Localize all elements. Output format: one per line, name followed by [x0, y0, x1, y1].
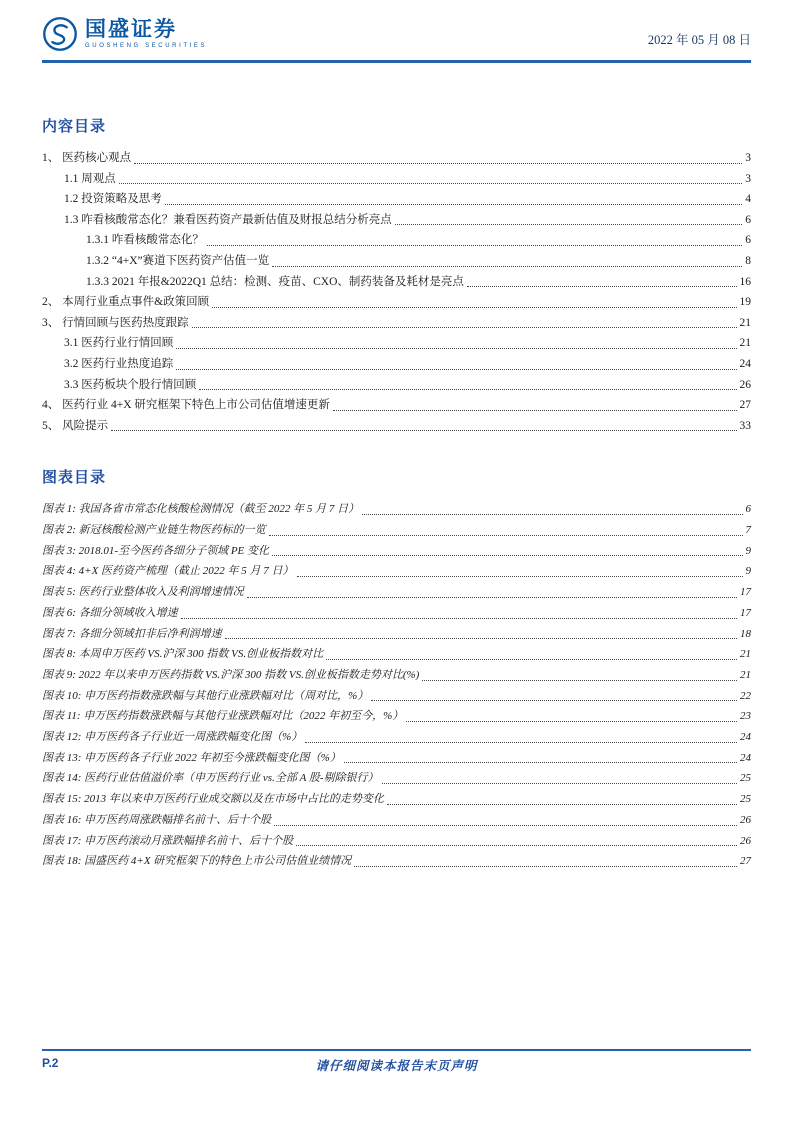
toc-entry-label: 4、 医药行业 4+X 研究框架下特色上市公司估值增速更新 [42, 399, 330, 412]
toc-entry[interactable] [86, 230, 751, 251]
figure-entry-page: 21 [740, 668, 751, 681]
toc-title: 内容目录 [42, 118, 107, 135]
figure-entry[interactable] [42, 810, 751, 831]
dot-leader [362, 514, 742, 515]
figure-entry-label: 图表 17: 申万医药滚动月涨跌幅排名前十、后十个股 [42, 834, 294, 847]
dot-leader [176, 369, 736, 370]
figure-entry-label: 图表 18: 国盛医药 4+X 研究框架下的特色上市公司估值业绩情况 [42, 855, 352, 868]
dot-leader [212, 307, 736, 308]
toc-list [42, 148, 751, 436]
toc-entry-label: 1、 医药核心观点 [42, 152, 132, 164]
brand [42, 16, 207, 52]
figure-entry-page: 7 [745, 524, 751, 537]
toc-entry-label: 5、 风险提示 [42, 419, 109, 432]
figure-entry-label: 图表 6: 各细分领域收入增速 [42, 606, 178, 619]
toc-entry-page: 19 [739, 296, 751, 309]
toc-entry[interactable] [42, 313, 751, 334]
figure-entry[interactable] [42, 561, 751, 582]
report-date: 2022 年 05 月 08 日 [647, 33, 751, 47]
dot-leader [165, 204, 743, 205]
figure-entry-page: 6 [745, 503, 751, 516]
report-body [0, 115, 793, 872]
toc-entry-page: 3 [745, 172, 751, 185]
dot-leader [247, 597, 737, 598]
toc-entry-label: 2、 本周行业重点事件&政策回顾 [42, 296, 210, 309]
toc-entry[interactable] [42, 292, 751, 313]
toc-entry-label: 1.3 咋看核酸常态化？兼看医药资产最新估值及财报总结分析亮点 [64, 213, 392, 226]
figure-entry-page: 21 [740, 648, 751, 661]
toc-entry-page: 3 [745, 152, 751, 164]
report-footer [42, 1049, 751, 1075]
toc-entry-label: 1.1 周观点 [64, 172, 116, 185]
figure-entry-label: 图表 5: 医药行业整体收入及利润增速情况 [42, 586, 244, 599]
figure-entry[interactable] [42, 582, 751, 603]
figure-entry-page: 9 [745, 565, 751, 578]
dot-leader [274, 825, 737, 826]
dot-leader [354, 866, 737, 867]
figure-entry[interactable] [42, 603, 751, 624]
brand-name: 国盛证券 [85, 17, 177, 41]
toc-entry-page: 8 [745, 254, 751, 267]
figure-entry-page: 26 [740, 813, 751, 826]
dot-leader [272, 266, 742, 267]
toc-entry-label: 3.3 医药板块个股行情回顾 [64, 378, 197, 391]
figure-entry-label: 图表 4: 4+X 医药资产梳理（截止 2022 年 5 月 7 日） [42, 565, 294, 578]
dot-leader [387, 804, 737, 805]
figure-entry-label: 图表 11: 申万医药指数涨跌幅与其他行业涨跌幅对比（2022 年初至今，%） [42, 710, 404, 723]
figure-entry-page: 25 [740, 793, 751, 806]
brand-subtitle: GUOSHENG SECURITIES [85, 42, 208, 49]
figure-entry[interactable] [42, 686, 751, 707]
dot-leader [297, 576, 743, 577]
dot-leader [134, 163, 742, 164]
dot-leader [199, 389, 736, 390]
figure-entry-label: 图表 12: 申万医药各子行业近一周涨跌幅变化图（%） [42, 731, 303, 744]
footer-row [42, 1056, 751, 1074]
toc-entry-label: 1.3.2 “4+X”赛道下医药资产估值一览 [86, 254, 270, 267]
toc-entry-page: 6 [745, 234, 751, 247]
figure-entry[interactable] [42, 706, 751, 727]
dot-leader [333, 410, 737, 411]
figure-entry-label: 图表 13: 申万医药各子行业 2022 年初至今涨跌幅变化图（%） [42, 751, 341, 764]
toc-entry[interactable] [42, 148, 751, 169]
figure-entry[interactable] [42, 541, 751, 562]
toc-entry-label: 1.2 投资策略及思考 [64, 193, 162, 206]
figure-entry-page: 22 [740, 689, 751, 702]
toc-entry[interactable] [64, 375, 751, 396]
figure-entry-label: 图表 1: 我国各省市常态化核酸检测情况（截至 2022 年 5 月 7 日） [42, 503, 360, 516]
figure-entry-label: 图表 2: 新冠核酸检测产业链生物医药标的一览 [42, 524, 266, 537]
toc-entry-label: 3.2 医药行业热度追踪 [64, 357, 174, 370]
toc-entry-page: 26 [739, 378, 751, 391]
figure-entry-label: 图表 14: 医药行业估值溢价率（申万医药行业 vs.全部 A 股-剔除银行） [42, 772, 379, 785]
toc-entry-page: 33 [739, 419, 751, 432]
figure-entry-page: 17 [740, 606, 751, 619]
figure-entry[interactable] [42, 768, 751, 789]
figure-entry-page: 25 [740, 772, 751, 785]
figures-title: 图表目录 [42, 469, 107, 487]
figure-entry-label: 图表 10: 申万医药指数涨跌幅与其他行业涨跌幅对比（周对比，%） [42, 689, 369, 702]
dot-leader [305, 742, 737, 743]
figure-entry[interactable] [42, 789, 751, 810]
toc-entry-page: 21 [739, 337, 751, 350]
figure-entry-label: 图表 8: 本周申万医药 VS.沪深 300 指数 VS.创业板指数对比 [42, 648, 324, 661]
figures-list [42, 499, 751, 872]
dot-leader [176, 348, 736, 349]
figure-entry[interactable] [42, 727, 751, 748]
toc-entry-page: 24 [739, 357, 751, 370]
figure-entry-page: 18 [740, 627, 751, 640]
toc-entry-page: 16 [739, 275, 751, 288]
figure-entry[interactable] [42, 520, 751, 541]
dot-leader [326, 659, 737, 660]
toc-entry[interactable] [42, 395, 751, 416]
toc-entry-label: 1.3.1 咋看核酸常态化？ [86, 234, 204, 247]
dot-leader [192, 327, 737, 328]
dot-leader [269, 535, 743, 536]
dot-leader [119, 183, 743, 184]
footer-divider [42, 1049, 751, 1052]
figure-entry-label: 图表 16: 申万医药周涨跌幅排名前十、后十个股 [42, 813, 272, 826]
figure-entry[interactable] [42, 665, 751, 686]
footer-disclaimer: 请仔细阅读本报告末页声明 [315, 1059, 478, 1073]
figure-entry[interactable] [42, 831, 751, 852]
figure-entry-page: 24 [740, 751, 751, 764]
brand-text [85, 19, 207, 49]
figure-entry[interactable] [42, 624, 751, 645]
figure-entry-page: 24 [740, 731, 751, 744]
toc-entry[interactable] [64, 210, 751, 231]
toc-entry[interactable] [42, 416, 751, 437]
toc-entry-label: 3.1 医药行业行情回顾 [64, 337, 174, 350]
toc-entry-page: 4 [745, 193, 751, 206]
figure-entry-label: 图表 9: 2022 年以来申万医药指数 VS.沪深 300 指数 VS.创业板指数走势对比(%) [42, 668, 420, 681]
toc-entry-page: 21 [739, 316, 751, 329]
toc-entry[interactable] [86, 251, 751, 272]
figure-entry[interactable] [42, 499, 751, 520]
figure-entry-page: 27 [740, 855, 751, 868]
brand-logo-icon [42, 16, 78, 52]
header-divider [42, 60, 751, 63]
dot-leader [395, 224, 743, 225]
dot-leader [207, 245, 742, 246]
toc-entry[interactable] [64, 189, 751, 210]
figure-entry-page: 9 [745, 544, 751, 557]
figure-entry-label: 图表 15: 2013 年以来申万医药行业成交额以及在市场中占比的走势变化 [42, 793, 384, 806]
figure-entry-page: 23 [740, 710, 751, 723]
figure-entry[interactable] [42, 851, 751, 872]
toc-entry[interactable] [64, 354, 751, 375]
dot-leader [422, 680, 737, 681]
figure-entry-page: 17 [740, 586, 751, 599]
toc-entry-label: 1.3.3 2021 年报&2022Q1 总结：检测、疫苗、CXO、制药装备及耗材是亮点 [86, 275, 464, 288]
dot-leader [111, 430, 736, 431]
dot-leader [344, 762, 737, 763]
toc-entry[interactable] [64, 333, 751, 354]
toc-entry-page: 6 [745, 213, 751, 226]
dot-leader [272, 555, 742, 556]
toc-entry[interactable] [64, 169, 751, 190]
page-number: P.2 [42, 1056, 59, 1070]
dot-leader [181, 618, 737, 619]
toc-entry-label: 3、 行情回顾与医药热度跟踪 [42, 316, 189, 329]
figure-entry[interactable] [42, 748, 751, 769]
dot-leader [467, 286, 737, 287]
toc-entry-page: 27 [739, 399, 751, 412]
toc-entry[interactable] [86, 272, 751, 293]
figure-entry-page: 26 [740, 834, 751, 847]
figure-entry-label: 图表 3: 2018.01-至今医药各细分子领域 PE 变化 [42, 544, 270, 557]
dot-leader [371, 700, 737, 701]
report-header [0, 0, 793, 58]
dot-leader [296, 845, 737, 846]
figure-entry-label: 图表 7: 各细分领域扣非后净利润增速 [42, 627, 222, 640]
dot-leader [225, 638, 737, 639]
dot-leader [406, 721, 737, 722]
dot-leader [382, 783, 737, 784]
figure-entry[interactable] [42, 644, 751, 665]
